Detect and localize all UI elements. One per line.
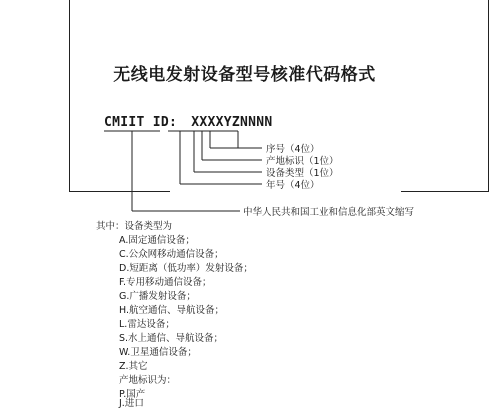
document-title: 无线电发射设备型号核准代码格式 — [113, 65, 376, 85]
device-type-item: A.固定通信设备； — [119, 235, 195, 246]
legend-heading: 其中：设备类型为 — [96, 221, 173, 232]
device-type-item: L.雷达设备； — [119, 319, 175, 330]
device-type-item: D.短距离（低功率）发射设备； — [119, 263, 253, 274]
field-year-label: 年号（4位） — [266, 180, 320, 191]
origin-item: J.进口 — [119, 398, 144, 409]
device-type-item: Z.其它 — [119, 361, 148, 372]
field-origin-label: 产地标识（1位） — [266, 156, 339, 167]
device-type-item: S.水上通信、导航设备； — [119, 333, 224, 344]
field-prefix-label: 中华人民共和国工业和信息化部英文缩写 — [243, 207, 415, 218]
device-type-item: H.航空通信、导航设备； — [119, 305, 224, 316]
code-prefix: CMIIT ID: — [104, 115, 178, 130]
origin-heading: 产地标识为： — [119, 375, 177, 386]
field-serial-label: 序号（4位） — [266, 144, 320, 155]
device-type-item: C.公众网移动通信设备； — [119, 249, 224, 260]
device-type-item: W.卫星通信设备； — [119, 347, 197, 358]
code-placeholder: XXXXYZNNNN — [191, 115, 273, 130]
device-type-item: G.广播发射设备； — [119, 291, 196, 302]
device-type-item: F.专用移动通信设备； — [119, 277, 212, 288]
field-type-label: 设备类型（1位） — [266, 168, 339, 179]
origin-item: P.国产 — [119, 389, 146, 400]
